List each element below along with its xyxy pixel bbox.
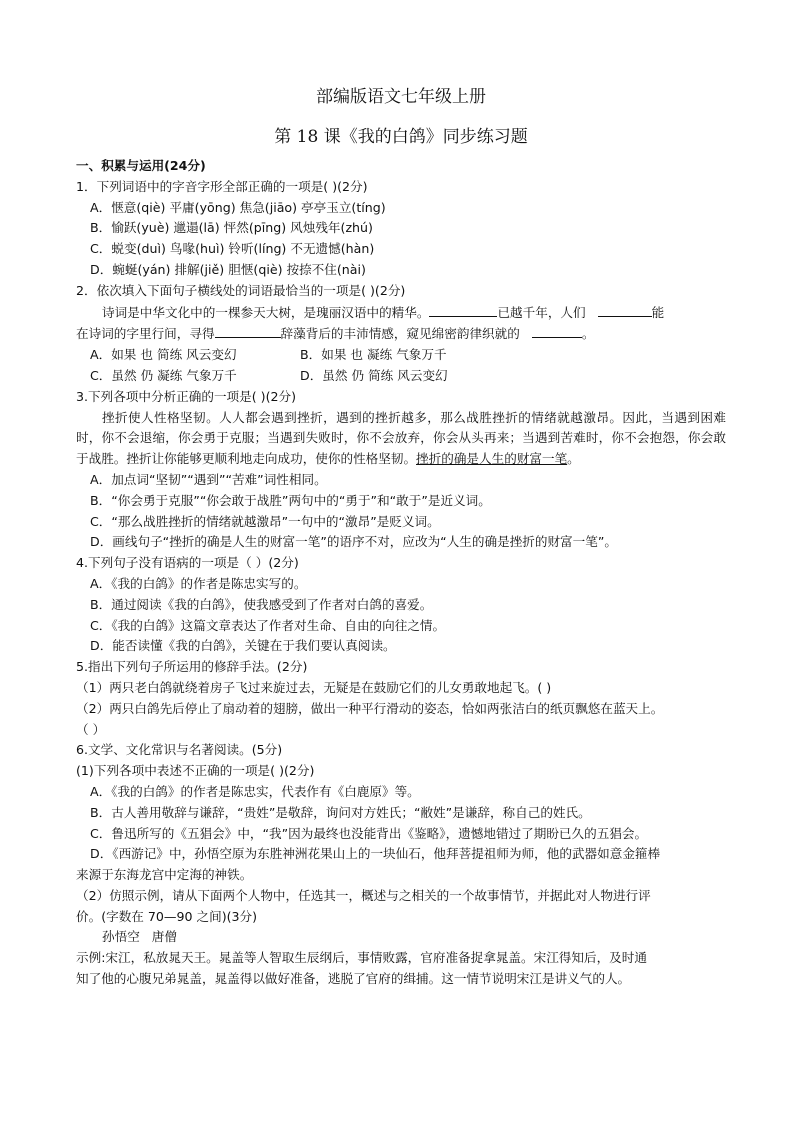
question-3-option-b: B．“你会勇于克服”“你会敢于战胜”两句中的“勇于”和“敢于”是近义词。 <box>90 492 491 508</box>
question-4-option-c: C．《我的白鸽》这篇文章表达了作者对生命、自由的向往之情。 <box>90 617 446 633</box>
question-4-stem: 4.下列句子没有语病的一项是（ ）(2分) <box>76 555 299 571</box>
example-line-2: 知了他的心腹兄弟晁盖，晁盖得以做好准备，逃脱了官府的缉捕。这一情节说明宋江是讲义气的人。 <box>76 971 631 987</box>
question-2-options-row-1: A．如果 也 简练 风云变幻 B．如果 也 凝练 气象万千 <box>90 347 447 363</box>
fill-blank <box>598 302 652 317</box>
question-5-stem: 5.指出下列句子所运用的修辞手法。(2分) <box>76 659 308 675</box>
character-name: 孙悟空 <box>102 929 140 945</box>
question-1-option-c: C．蜕变(duì) 鸟喙(huì) 铃听(líng) 不无遗憾(hàn) <box>90 241 375 257</box>
question-6-sub-1: (1)下列各项中表述不正确的一项是( )(2分) <box>76 763 315 779</box>
character-names <box>76 927 726 948</box>
worksheet-page <box>76 84 726 990</box>
question-3-option-c: C．“那么战胜挫折的情绪就越激昂”一句中的“激昂”是贬义词。 <box>90 513 440 529</box>
question-4-option-b: B．通过阅读《我的白鸽》，使我感受到了作者对白鸽的喜爱。 <box>90 596 433 612</box>
question-6-option-d-line-2: 来源于东海龙宫中定海的神铁。 <box>76 867 253 883</box>
page-subtitle: 第 18 课《我的白鸽》同步练习题 <box>274 127 528 147</box>
question-6-sub-2-line-2: 价。(字数在 70—90 之间)(3分) <box>76 908 258 924</box>
question-4-option-a: A．《我的白鸽》的作者是陈忠实写的。 <box>90 575 307 591</box>
question-3-stem: 3.下列各项中分析正确的一项是( )(2分) <box>76 388 296 404</box>
question-3-option-a: A．加点词“坚韧”“遇到”“苦难”词性相同。 <box>90 471 327 487</box>
question-5-sentence-1: （1）两只老白鸽就绕着房子飞过来旋过去，无疑是在鼓励它们的儿女勇敢地起飞。( ) <box>76 679 552 695</box>
question-6-option-c: C．鲁迅所写的《五猖会》中，“我”因为最终也没能背出《鉴略》，遗憾地错过了期盼已久的五猖会。 <box>90 825 648 841</box>
question-6-option-d-line-1: D．《西游记》中，孙悟空原为东胜神洲花果山上的一块仙石，他拜菩提祖师为师，他的武器如意金箍棒 <box>90 846 661 862</box>
fill-blank <box>429 302 497 317</box>
question-4-option-d: D．能否读懂《我的白鸽》，关键在于我们要认真阅读。 <box>90 638 396 654</box>
question-6-option-b: B．古人善用敬辞与谦辞，“贵姓”是敬辞，询问对方姓氏；“敝姓”是谦辞，称自己的姓氏。 <box>90 804 591 820</box>
underlined-sentence: 挫折的确是人生的财富一笔 <box>416 451 568 467</box>
fill-blank <box>215 323 281 338</box>
question-2-stem: 2．依次填入下面句子横线处的词语最恰当的一项是( )(2分) <box>76 282 406 298</box>
page-title: 部编版语文七年级上册 <box>316 87 486 107</box>
example-line-1: 示例:宋江，私放晁天王。晁盖等人智取生辰纲后，事情败露，官府准备捉拿晁盖。宋江得知后，及时通 <box>76 950 647 966</box>
question-2-passage-line-1: 诗词是中华文化中的一棵参天大树，是瑰丽汉语中的精华。 已越千年，人们 能 <box>76 302 726 324</box>
question-1-option-d: D．蜿蜒(yán) 排解(jiě) 胆惬(qiè) 按捺不住(nài) <box>90 261 366 277</box>
question-5-answer-blank: （ ） <box>76 721 106 737</box>
question-5-sentence-2: （2）两只白鸽先后停止了扇动着的翅膀，做出一种平行滑动的姿态，恰如两张洁白的纸页飘悠在蓝天上。 <box>76 700 664 716</box>
question-6-option-a: A．《我的白鸽》的作者是陈忠实，代表作有《白鹿原》等。 <box>90 783 420 799</box>
question-2-options-row-2: C．虽然 仍 凝练 气象万千 D．虽然 仍 简练 风云变幻 <box>90 367 448 383</box>
fill-blank <box>532 323 582 338</box>
question-3-option-d: D．画线句子“挫折的确是人生的财富一笔”的语序不对，应改为“人生的确是挫折的财富一笔”。 <box>90 534 617 550</box>
question-3-passage: 挫折使人性格坚韧。人人都会遇到挫折，遇到的挫折越多，那么战胜挫折的情绪就越激昂。因此，当遇到困难时，你不会退缩，你会勇于克服；当遇到失败时，你不会放弃，你会从头再来；当遇到苦难时，你不会抱怨，你会敢于战胜。挫折让你能够更顺利地走向成功，使你的性格坚韧。挫折的确是人生的财富一笔。 <box>76 409 726 467</box>
question-1-option-b: B．愉跃(yuè) 邋遢(lā) 怦然(pīng) 风烛残年(zhú) <box>90 220 373 236</box>
section-heading: 一、积累与运用(24分) <box>76 158 206 173</box>
question-6-stem: 6.文学、文化常识与名著阅读。(5分) <box>76 742 283 758</box>
question-6-sub-2-line-1: （2）仿照示例，请从下面两个人物中，任选其一，概述与之相关的一个故事情节，并据此对人物进行评 <box>76 887 651 903</box>
question-1-option-a: A．惬意(qiè) 平庸(yōng) 焦急(jiāo) 亭亭玉立(tíng) <box>90 199 386 215</box>
question-1-stem: 1．下列词语中的字音字形全部正确的一项是( )(2分) <box>76 178 368 194</box>
question-2-passage-line-2: 在诗词的字里行间，寻得 辞藻背后的丰沛情感，窥见绵密韵律织就的 。 <box>76 323 726 345</box>
character-name: 唐僧 <box>151 929 177 945</box>
